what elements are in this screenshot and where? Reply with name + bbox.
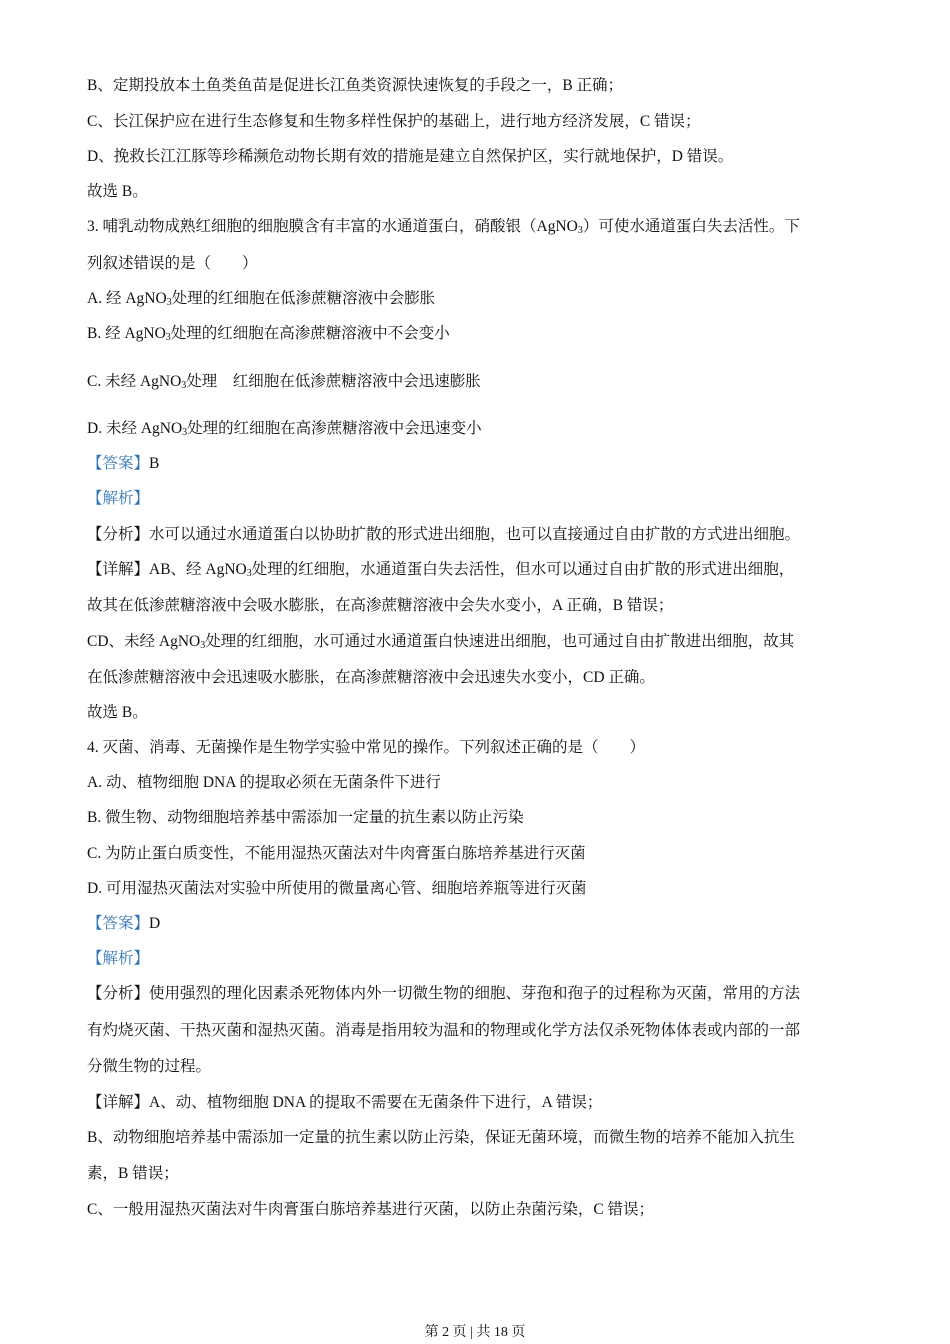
detail-text: 素，B 错误； [87,1165,179,1182]
analysis-tag: 【解析】 [87,490,150,507]
conclusion-text: 故选 B。 [87,704,148,721]
answer-line: 【答案】D [87,915,161,932]
text-line: C、长江保护应在进行生态修复和生物多样性保护的基础上，进行地方经济发展，C 错误； [87,113,701,130]
option-a: A. 动、植物细胞 DNA 的提取必须在无菌条件下进行 [87,774,441,791]
answer-line: 【答案】B [87,455,160,472]
text-line: 故选 B。 [87,183,148,200]
detail-text: 在低渗蔗糖溶液中会迅速吸水膨胀，在高渗蔗糖溶液中会迅速失水变小，CD 正确。 [87,669,655,686]
option-d: D. 可用湿热灭菌法对实验中所使用的微量离心管、细胞培养瓶等进行灭菌 [87,880,587,897]
detail-text: B、动物细胞培养基中需添加一定量的抗生素以防止污染，保证无菌环境，而微生物的培养不能加入抗生 [87,1129,795,1146]
option-b: B. 微生物、动物细胞培养基中需添加一定量的抗生素以防止污染 [87,809,524,826]
detail-text: 【详解】AB、经 AgNO$_3$处理的红细胞，水通道蛋白失去活性，但水可以通过自由扩散的形式进出细胞， [87,561,795,579]
analysis-text: 有灼烧灭菌、干热灭菌和湿热灭菌。消毒是指用较为温和的物理或化学方法仅杀死物体体表或内部的一部 [87,1022,801,1039]
question-3-stem-cont: 列叙述错误的是（ ） [87,255,258,272]
analysis-tag: 【解析】 [87,950,150,967]
option-c: C. 为防止蛋白质变性，不能用湿热灭菌法对牛肉膏蛋白胨培养基进行灭菌 [87,845,586,862]
answer-tag: 【答案】 [87,915,150,932]
option-a: A. 经 AgNO$_3$处理的红细胞在低渗蔗糖溶液中会膨胀 [87,290,436,308]
detail-text: 【详解】A、动、植物细胞 DNA 的提取不需要在无菌条件下进行，A 错误； [87,1094,603,1111]
option-b: B. 经 AgNO$_3$处理的红细胞在高渗蔗糖溶液中不会变小 [87,325,450,343]
detail-text: CD、未经 AgNO$_3$处理的红细胞，水可通过水通道蛋白快速进出细胞，也可通过自由扩散进出细胞，故其 [87,633,795,651]
detail-text: 故其在低渗蔗糖溶液中会吸水膨胀，在高渗蔗糖溶液中会失水变小，A 正确，B 错误； [87,597,674,614]
detail-text: C、一般用湿热灭菌法对牛肉膏蛋白胨培养基进行灭菌，以防止杂菌污染，C 错误； [87,1201,655,1218]
question-3-stem: 3. 哺乳动物成熟红细胞的细胞膜含有丰富的水通道蛋白，硝酸银（AgNO$_3$）可使水通道蛋白失去活性。下 [87,218,800,236]
option-c: C. 未经 AgNO$_3$处理 红细胞在低渗蔗糖溶液中会迅速膨胀 [87,373,481,391]
answer-tag: 【答案】 [87,455,150,472]
analysis-text: 【分析】使用强烈的理化因素杀死物体内外一切微生物的细胞、芽孢和孢子的过程称为灭菌，常用的方法 [87,985,801,1002]
text-line: B、定期投放本土鱼类鱼苗是促进长江鱼类资源快速恢复的手段之一，B 正确； [87,77,624,94]
analysis-text: 【分析】水可以通过水通道蛋白以协助扩散的形式进出细胞，也可以直接通过自由扩散的方式进出细胞。 [87,526,801,543]
page-footer: 第 2 页 | 共 18 页 [424,1325,526,1340]
text-line: D、挽救长江江豚等珍稀濒危动物长期有效的措施是建立自然保护区，实行就地保护，D 错误。 [87,148,734,165]
analysis-text: 分微生物的过程。 [87,1058,212,1075]
option-d: D. 未经 AgNO$_3$处理的红细胞在高渗蔗糖溶液中会迅速变小 [87,420,482,438]
question-4-stem: 4. 灭菌、消毒、无菌操作是生物学实验中常见的操作。下列叙述正确的是（ ） [87,739,646,756]
